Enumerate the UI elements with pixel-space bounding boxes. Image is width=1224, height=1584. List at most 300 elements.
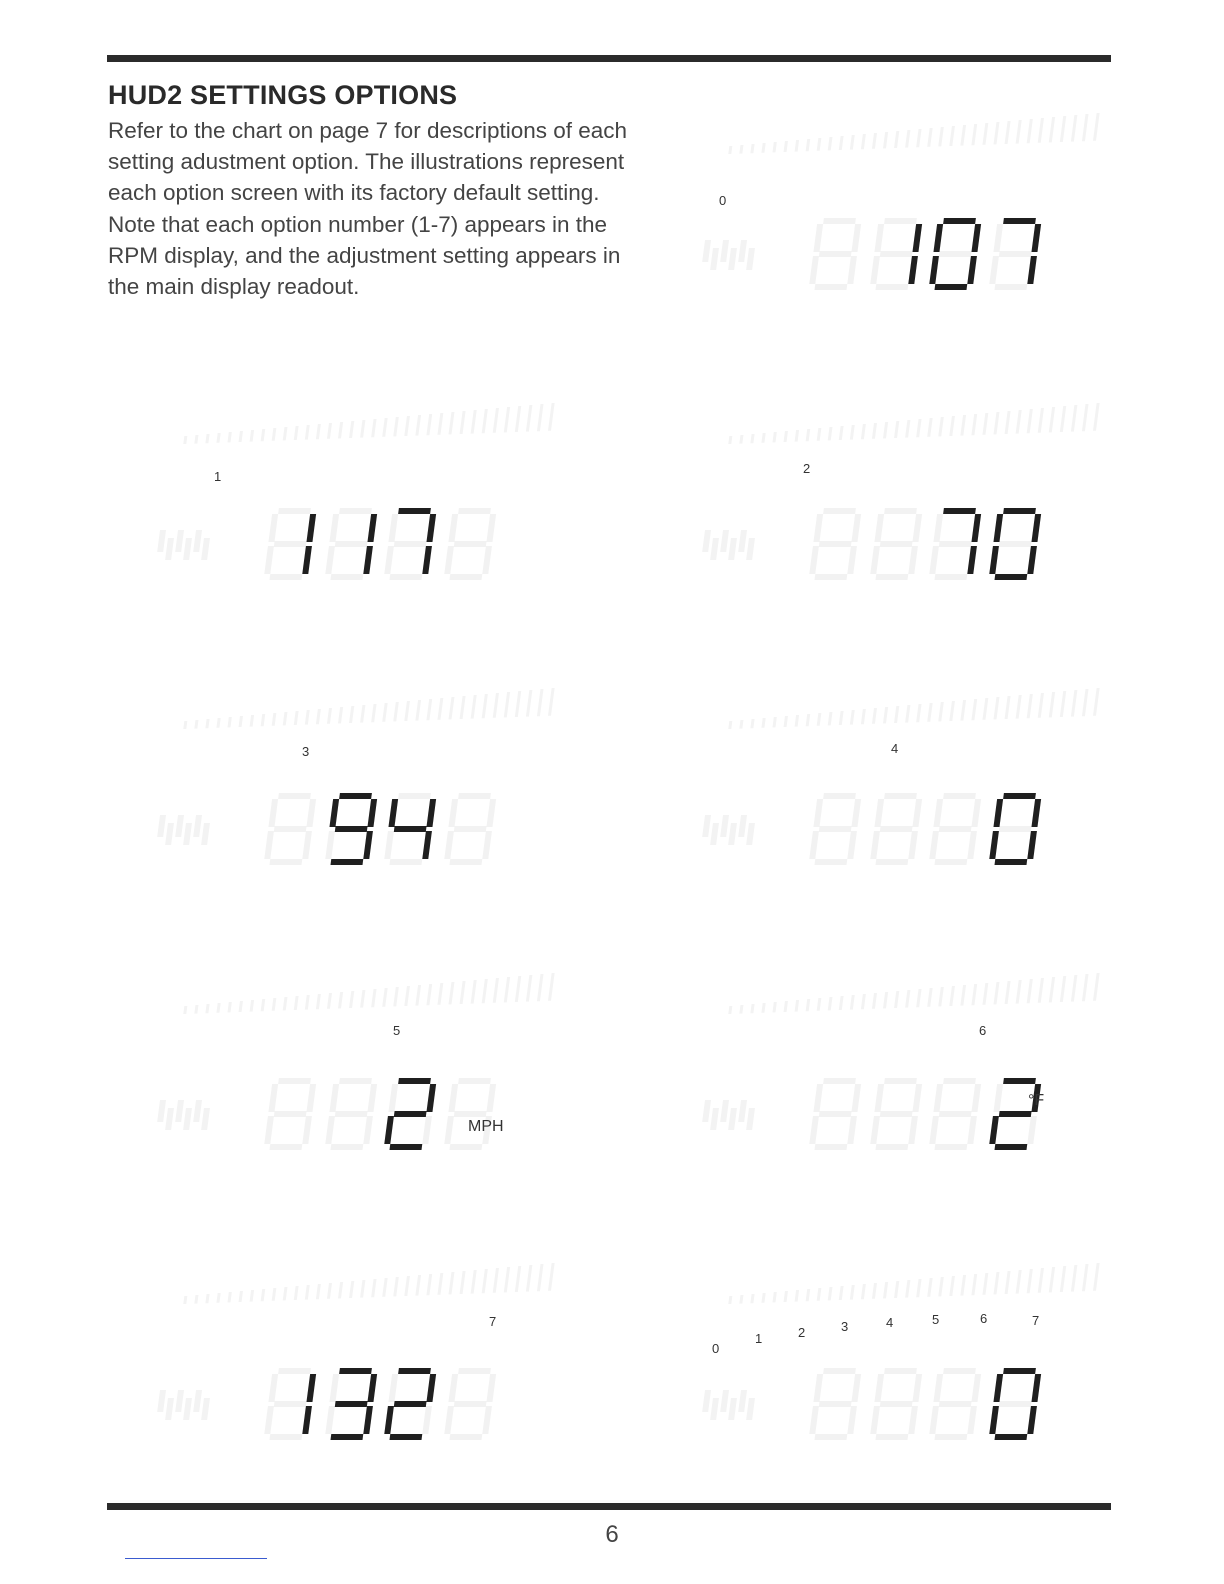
ghost-segment xyxy=(330,1144,363,1150)
rpm-tick xyxy=(1038,118,1044,143)
rpm-tick xyxy=(1060,406,1066,432)
rpm-tick xyxy=(393,417,399,436)
rpm-tick xyxy=(850,710,855,725)
ghost-segment xyxy=(454,1111,487,1117)
rpm-tick xyxy=(449,982,455,1004)
rpm-tick xyxy=(261,999,266,1011)
rpm-tick xyxy=(850,425,855,440)
rpm-tick xyxy=(393,1277,399,1296)
rpm-tick xyxy=(327,423,332,439)
ghost-segment xyxy=(268,514,278,542)
ghost-segment xyxy=(268,1084,278,1112)
ghost-segment xyxy=(278,1368,311,1374)
ghost-segment xyxy=(482,1406,492,1434)
top-rule xyxy=(107,55,1111,62)
rpm-tick xyxy=(250,1290,255,1302)
rpm-tick xyxy=(382,1278,387,1297)
ghost-segment xyxy=(398,793,431,799)
rpm-tick xyxy=(927,1278,932,1297)
side-bargraph xyxy=(728,1108,737,1130)
ghost-segments xyxy=(698,113,1099,290)
rpm-tick xyxy=(437,413,443,435)
ghost-segment xyxy=(449,859,482,865)
rpm-tick xyxy=(316,1284,321,1299)
ghost-segment xyxy=(851,514,861,542)
rpm-tick xyxy=(883,1282,888,1298)
rpm-tick xyxy=(227,717,231,727)
side-bargraph xyxy=(728,538,737,560)
rpm-tick xyxy=(437,983,443,1005)
rpm-tick xyxy=(471,980,477,1004)
ghost-segment xyxy=(874,799,884,827)
rpm-tick xyxy=(250,1000,255,1012)
ghost-segment xyxy=(325,831,335,859)
ghost-segment xyxy=(908,546,918,574)
side-bargraph xyxy=(201,538,210,560)
ghost-segment xyxy=(448,514,458,542)
lit-segment xyxy=(426,1084,436,1112)
rpm-tick xyxy=(1093,973,1100,1001)
rpm-tick xyxy=(938,127,944,146)
rpm-tick xyxy=(327,708,332,724)
rpm-tick xyxy=(283,427,288,440)
ghost-segment xyxy=(870,831,880,859)
side-bargraph xyxy=(165,1398,174,1420)
ghost-segment xyxy=(814,574,847,580)
rpm-tick xyxy=(360,705,365,723)
rpm-tick xyxy=(784,716,788,727)
lit-segment xyxy=(306,514,316,542)
ghost-segment xyxy=(880,541,913,547)
rpm-tick xyxy=(728,146,732,154)
lit-segment xyxy=(335,826,368,832)
ghost-segment xyxy=(912,1084,922,1112)
rpm-tick xyxy=(806,429,811,441)
rpm-tick xyxy=(750,1294,754,1303)
lit-segment xyxy=(394,826,427,832)
side-bargraph xyxy=(738,530,747,552)
rpm-tick xyxy=(316,709,321,724)
lcd-display xyxy=(115,1240,555,1480)
rpm-tick xyxy=(1005,696,1011,719)
rpm-tick xyxy=(294,426,299,440)
rpm-tick xyxy=(1027,1269,1033,1293)
rpm-tick xyxy=(404,1276,410,1296)
rpm-tick xyxy=(183,1006,187,1014)
ghost-segment xyxy=(880,826,913,832)
rpm-tick xyxy=(1005,411,1011,434)
ghost-segment xyxy=(268,1374,278,1402)
rpm-tick xyxy=(548,1263,555,1291)
rpm-tick xyxy=(205,1294,209,1303)
ghost-segment xyxy=(809,546,819,574)
ghost-segment xyxy=(454,541,487,547)
side-bargraph xyxy=(710,823,719,845)
rpm-tick xyxy=(828,427,833,440)
rpm-tick xyxy=(426,1274,432,1295)
rpm-tick xyxy=(493,693,499,718)
lit-segment xyxy=(384,1406,394,1434)
rpm-tick xyxy=(784,431,788,442)
rpm-tick xyxy=(739,145,743,154)
rpm-tick xyxy=(283,1287,288,1300)
lit-segment xyxy=(363,831,373,859)
rpm-tick xyxy=(982,698,988,720)
rpm-tick xyxy=(806,139,811,151)
side-bargraph xyxy=(720,530,729,552)
rpm-scale-0: 0 xyxy=(712,1341,720,1356)
ghost-segment xyxy=(874,514,884,542)
lcd-display xyxy=(660,1240,1100,1480)
rpm-tick xyxy=(349,991,354,1008)
ghost-segment xyxy=(449,1144,482,1150)
side-bargraph xyxy=(738,815,747,837)
rpm-option-number: 7 xyxy=(489,1314,497,1329)
ghost-segment xyxy=(929,546,939,574)
ghost-segment xyxy=(388,1084,398,1112)
rpm-tick xyxy=(526,1265,532,1292)
ghost-segment xyxy=(908,1406,918,1434)
lit-segment xyxy=(1003,793,1036,799)
ghost-segment xyxy=(874,224,884,252)
ghost-segment xyxy=(269,1144,302,1150)
ghost-segment xyxy=(929,831,939,859)
lit-segment xyxy=(330,1434,363,1440)
rpm-tick xyxy=(371,1279,376,1297)
lit-segment xyxy=(912,224,922,252)
side-bargraph xyxy=(193,1100,202,1122)
side-bargraph xyxy=(728,823,737,845)
side-bargraph xyxy=(157,530,166,552)
rpm-tick xyxy=(905,420,910,438)
rpm-tick xyxy=(305,995,310,1010)
side-bargraph xyxy=(193,530,202,552)
side-bargraph xyxy=(201,1398,210,1420)
side-bargraph xyxy=(175,815,184,837)
ghost-segment xyxy=(870,546,880,574)
ghost-segment xyxy=(448,1374,458,1402)
hud-panel-option-3 xyxy=(115,665,555,905)
rpm-option-number: 1 xyxy=(214,469,222,484)
rpm-tick xyxy=(806,1289,811,1301)
ghost-segment xyxy=(809,256,819,284)
hud-panel-option-6 xyxy=(660,950,1100,1190)
rpm-tick xyxy=(960,125,966,146)
ghost-segment xyxy=(335,541,368,547)
rpm-tick xyxy=(761,1293,765,1303)
rpm-tick xyxy=(994,412,1000,434)
side-bargraph xyxy=(157,1100,166,1122)
rpm-tick xyxy=(883,707,888,723)
rpm-tick xyxy=(894,131,899,148)
ghost-segment xyxy=(458,508,491,514)
rpm-tick xyxy=(415,415,421,436)
rpm-tick xyxy=(504,977,510,1002)
lit-segment xyxy=(1027,831,1037,859)
rpm-option-number: 0 xyxy=(719,193,727,208)
rpm-tick xyxy=(239,716,243,727)
lit-segment xyxy=(994,859,1027,865)
rpm-tick xyxy=(795,140,800,152)
lit-segment xyxy=(993,514,1003,542)
rpm-tick xyxy=(872,708,877,724)
rpm-tick xyxy=(927,988,932,1007)
rpm-tick xyxy=(817,428,822,441)
ghost-segment xyxy=(934,574,967,580)
rpm-tick xyxy=(894,1281,899,1298)
rpm-tick xyxy=(349,421,354,438)
rpm-tick xyxy=(382,418,387,437)
rpm-scale-1: 1 xyxy=(755,1331,763,1346)
rpm-tick xyxy=(449,697,455,719)
hud-panel-option-1 xyxy=(115,380,555,620)
rpm-tick xyxy=(938,702,944,721)
ghost-segment xyxy=(943,793,976,799)
rpm-tick xyxy=(784,1001,788,1012)
rpm-tick xyxy=(526,975,532,1002)
side-bargraph xyxy=(746,823,755,845)
ghost-segment xyxy=(389,574,422,580)
ghost-segment xyxy=(389,859,422,865)
rpm-tick xyxy=(415,1275,421,1296)
lit-segment xyxy=(335,1401,368,1407)
rpm-tick xyxy=(839,426,844,440)
side-bargraph xyxy=(728,1398,737,1420)
rpm-tick xyxy=(850,135,855,150)
rpm-tick xyxy=(1038,1268,1044,1293)
lit-segment xyxy=(394,1401,427,1407)
ghost-segment xyxy=(454,826,487,832)
rpm-tick xyxy=(938,417,944,436)
side-bargraph xyxy=(720,240,729,262)
ghost-segment xyxy=(422,1406,432,1434)
lit-segment xyxy=(929,256,939,284)
rpm-tick xyxy=(305,710,310,725)
ghost-segment xyxy=(875,574,908,580)
lit-segment xyxy=(1027,1406,1037,1434)
rpm-tick xyxy=(261,714,266,726)
rpm-option-number: 5 xyxy=(393,1023,401,1038)
rpm-tick xyxy=(994,122,1000,144)
rpm-tick xyxy=(916,1279,921,1297)
ghost-segment xyxy=(999,826,1032,832)
side-bargraph xyxy=(746,1108,755,1130)
ghost-segments xyxy=(153,403,554,580)
lit-segment xyxy=(367,799,377,827)
ghost-segment xyxy=(847,1116,857,1144)
rpm-tick xyxy=(828,997,833,1010)
rpm-tick xyxy=(916,129,921,147)
ghost-segment xyxy=(819,1111,852,1117)
ghost-segment xyxy=(444,1406,454,1434)
ghost-segment xyxy=(388,514,398,542)
ghost-segment xyxy=(847,546,857,574)
ghost-segment xyxy=(325,1406,335,1434)
rpm-tick xyxy=(338,992,343,1008)
rpm-tick xyxy=(393,987,399,1006)
rpm-tick xyxy=(1049,407,1055,432)
ghost-segment xyxy=(912,799,922,827)
rpm-tick xyxy=(216,718,220,728)
rpm-tick xyxy=(872,133,877,149)
rpm-tick xyxy=(761,718,765,728)
rpm-tick xyxy=(194,1005,198,1014)
ghost-segment xyxy=(306,1084,316,1112)
lit-segment xyxy=(426,799,436,827)
ghost-segment xyxy=(278,1078,311,1084)
ghost-segment xyxy=(993,1084,1003,1112)
rpm-tick xyxy=(994,1272,1000,1294)
rpm-tick xyxy=(449,1272,455,1294)
ghost-segment xyxy=(444,831,454,859)
ghost-segment xyxy=(870,1116,880,1144)
rpm-tick xyxy=(894,706,899,723)
rpm-tick xyxy=(194,1295,198,1304)
rpm-tick xyxy=(194,720,198,729)
rpm-tick xyxy=(872,1283,877,1299)
rpm-tick xyxy=(1016,410,1022,434)
side-bargraph xyxy=(201,823,210,845)
ghost-segment xyxy=(335,1111,368,1117)
rpm-option-number: 6 xyxy=(979,1023,987,1038)
lit-segment xyxy=(1003,1368,1036,1374)
rpm-tick xyxy=(272,713,277,726)
rpm-tick xyxy=(349,706,354,723)
side-bargraph xyxy=(710,538,719,560)
rpm-tick xyxy=(761,143,765,153)
ghost-segment xyxy=(367,1084,377,1112)
ghost-segment xyxy=(306,799,316,827)
rpm-tick xyxy=(349,1281,354,1298)
rpm-tick xyxy=(883,132,888,148)
ghost-segment xyxy=(939,251,972,257)
rpm-tick xyxy=(971,699,977,720)
side-bargraph xyxy=(193,815,202,837)
rpm-tick xyxy=(1071,405,1077,432)
ghost-segment xyxy=(448,1084,458,1112)
ghost-segment xyxy=(823,1368,856,1374)
hud-panel-option-7 xyxy=(115,1240,555,1480)
rpm-tick xyxy=(817,1288,822,1301)
ghost-segment xyxy=(875,1434,908,1440)
ghost-segment xyxy=(939,1111,972,1117)
rpm-tick xyxy=(982,1273,988,1295)
ghost-segment xyxy=(908,1116,918,1144)
ghost-segment xyxy=(933,1374,943,1402)
rpm-tick xyxy=(1071,690,1077,717)
rpm-tick xyxy=(548,403,555,431)
ghost-segment xyxy=(971,1084,981,1112)
ghost-segment xyxy=(813,224,823,252)
rpm-tick xyxy=(982,413,988,435)
rpm-tick xyxy=(795,1000,800,1012)
rpm-scale-5: 5 xyxy=(932,1312,940,1327)
rpm-tick xyxy=(294,1286,299,1300)
rpm-tick xyxy=(817,713,822,726)
rpm-tick xyxy=(806,714,811,726)
ghost-segment xyxy=(943,1078,976,1084)
rpm-tick xyxy=(839,1286,844,1300)
lit-segment xyxy=(994,1144,1027,1150)
rpm-tick xyxy=(482,409,488,433)
lcd-display xyxy=(115,665,555,905)
rpm-tick xyxy=(1005,1271,1011,1294)
side-bargraph xyxy=(175,530,184,552)
rpm-tick xyxy=(905,130,910,148)
rpm-tick xyxy=(360,420,365,438)
rpm-tick xyxy=(1038,693,1044,718)
ghost-segment xyxy=(870,256,880,284)
ghost-segment xyxy=(993,224,1003,252)
side-bargraph xyxy=(738,1100,747,1122)
ghost-segment xyxy=(384,546,394,574)
rpm-tick xyxy=(360,1280,365,1298)
ghost-segment xyxy=(874,1374,884,1402)
ghost-segment xyxy=(486,1084,496,1112)
ghost-segment xyxy=(908,831,918,859)
rpm-tick xyxy=(839,136,844,150)
rpm-tick xyxy=(338,1282,343,1298)
ghost-segment xyxy=(929,1116,939,1144)
rpm-tick xyxy=(795,430,800,442)
ghost-segment xyxy=(874,1084,884,1112)
rpm-tick xyxy=(1038,408,1044,433)
ghost-segment xyxy=(819,826,852,832)
rpm-tick xyxy=(1016,1270,1022,1294)
rpm-tick xyxy=(415,700,421,721)
lcd-display xyxy=(660,665,1100,905)
lit-segment xyxy=(398,508,431,514)
ghost-segment xyxy=(1027,1116,1037,1144)
rpm-tick xyxy=(183,1296,187,1304)
ghost-segment xyxy=(486,514,496,542)
rpm-tick xyxy=(1093,1263,1100,1291)
rpm-tick xyxy=(728,1006,732,1014)
ghost-segment xyxy=(912,514,922,542)
hud-panel-option-0 xyxy=(660,90,1100,330)
rpm-tick xyxy=(183,721,187,729)
lit-segment xyxy=(339,793,372,799)
rpm-tick xyxy=(761,433,765,443)
rpm-tick xyxy=(1027,409,1033,433)
lit-segment xyxy=(367,1374,377,1402)
rpm-tick xyxy=(1093,688,1100,716)
ghost-segment xyxy=(967,1406,977,1434)
rpm-tick xyxy=(861,424,866,439)
ghost-segment xyxy=(823,793,856,799)
ghost-segment xyxy=(302,831,312,859)
rpm-tick xyxy=(504,1267,510,1292)
ghost-segment xyxy=(880,1401,913,1407)
rpm-tick xyxy=(1049,977,1055,1002)
rpm-tick xyxy=(772,432,776,442)
rpm-tick xyxy=(971,984,977,1005)
rpm-tick xyxy=(371,419,376,437)
ghost-segment xyxy=(994,284,1027,290)
rpm-tick xyxy=(493,1268,499,1293)
unit-label-mph: MPH xyxy=(468,1118,504,1135)
side-bargraph xyxy=(746,248,755,270)
rpm-tick xyxy=(216,1293,220,1303)
ghost-segment xyxy=(934,859,967,865)
ghost-segment xyxy=(823,218,856,224)
lcd-display xyxy=(660,380,1100,620)
rpm-tick xyxy=(205,719,209,728)
rpm-option-number: 3 xyxy=(302,744,310,759)
footer-link-underline xyxy=(125,1558,267,1559)
rpm-tick xyxy=(750,719,754,728)
lit-segment xyxy=(389,1144,422,1150)
